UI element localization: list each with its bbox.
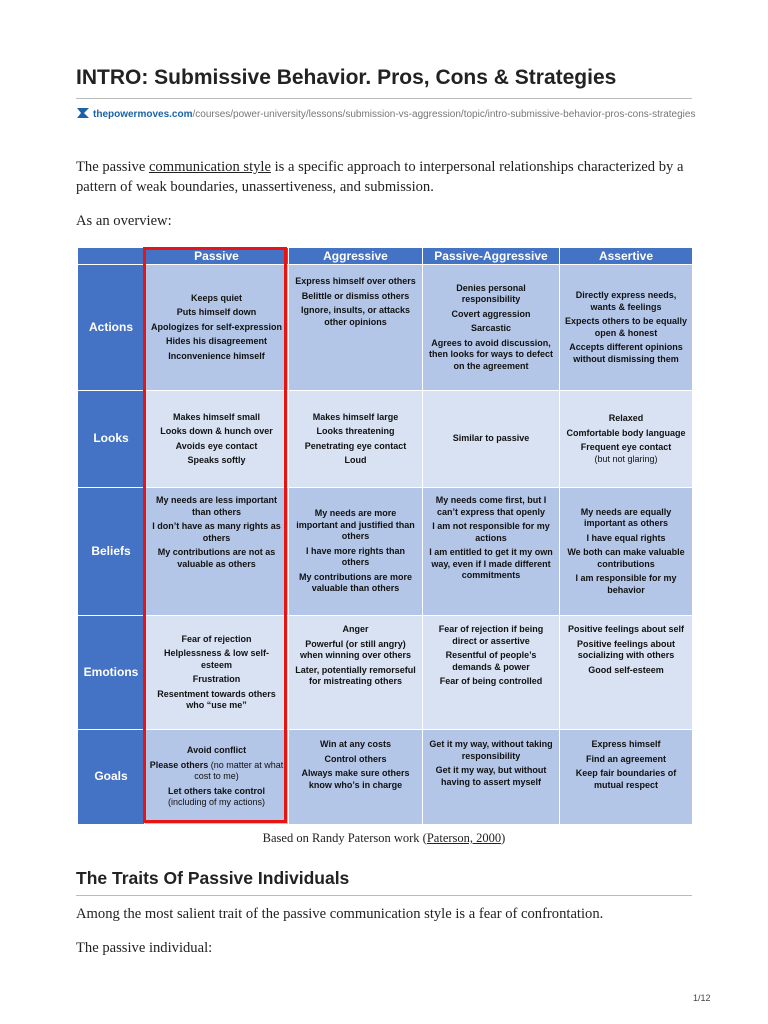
url-domain[interactable]: thepowermoves.com bbox=[93, 109, 193, 120]
cell-looks-aggressive: Makes himself large Looks threatening Penetrating eye contact Loud bbox=[289, 391, 423, 488]
page-title: INTRO: Submissive Behavior. Pros, Cons & Strategies bbox=[76, 66, 617, 89]
page-number: 1/12 bbox=[693, 993, 711, 1003]
header-passive: Passive bbox=[145, 248, 289, 265]
section-paragraph-2: The passive individual: bbox=[76, 940, 213, 956]
section-divider bbox=[76, 895, 692, 896]
cell-actions-assertive: Directly express needs, wants & feelings Expects others to be equally open & honest Accepts different opinions without dismissing them bbox=[560, 265, 693, 391]
cell-emotions-passive: Fear of rejection Helplessness & low self-esteem Frustration Resentment towards others who “use me” bbox=[145, 616, 289, 730]
section-paragraph: Among the most salient trait of the passive communication style is a fear of confrontation. bbox=[76, 906, 604, 922]
section-heading: The Traits Of Passive Individuals bbox=[76, 868, 350, 888]
cell-goals-passive: Avoid conflict Please others (no matter at what cost to me) Let others take control (including of my actions) bbox=[145, 730, 289, 825]
cell-emotions-assertive: Positive feelings about self Positive feelings about socializing with others Good self-esteem bbox=[560, 616, 693, 730]
cell-goals-passive-aggressive: Get it my way, without taking responsibility Get it my way, but without having to assert myself bbox=[423, 730, 560, 825]
row-label-emotions: Emotions bbox=[78, 616, 145, 730]
cell-actions-passive-aggressive: Denies personal responsibility Covert aggression Sarcastic Agrees to avoid discussion, then looks for ways to defect on the agreement bbox=[423, 265, 560, 391]
table-row bbox=[78, 265, 693, 391]
cell-emotions-aggressive: Anger Powerful (or still angry) when winning over others Later, potentially remorseful for mistreating others bbox=[289, 616, 423, 730]
cell-goals-assertive: Express himself Find an agreement Keep fair boundaries of mutual respect bbox=[560, 730, 693, 825]
table-row bbox=[78, 488, 693, 616]
cell-actions-passive: Keeps quiet Puts himself down Apologizes for self-expression Hides his disagreement Inconvenience himself bbox=[145, 265, 289, 391]
table-header-row bbox=[78, 248, 693, 265]
cell-looks-passive-aggressive: Similar to passive bbox=[423, 391, 560, 488]
cell-looks-assertive: Relaxed Comfortable body language Frequent eye contact (but not glaring) bbox=[560, 391, 693, 488]
cell-goals-aggressive: Win at any costs Control others Always make sure others know who’s in charge bbox=[289, 730, 423, 825]
cell-beliefs-aggressive: My needs are more important and justified than others I have more rights than others My contributions are more valuable than others bbox=[289, 488, 423, 616]
overview-text: As an overview: bbox=[76, 213, 172, 229]
powermoves-logo-icon bbox=[76, 107, 90, 119]
cell-beliefs-passive: My needs are less important than others I don’t have as many rights as others My contributions are not as valuable as others bbox=[145, 488, 289, 616]
paterson-citation-link[interactable]: Paterson, 2000 bbox=[426, 831, 502, 845]
cell-actions-aggressive: Express himself over others Belittle or dismiss others Ignore, insults, or attacks other opinions bbox=[289, 265, 423, 391]
header-passive-aggressive: Passive-Aggressive bbox=[423, 248, 560, 265]
url-path[interactable]: /courses/power-university/lessons/submission-vs-aggression/topic/intro-submissive-behavior-pros-cons-strategies bbox=[192, 109, 696, 120]
row-label-looks: Looks bbox=[78, 391, 145, 488]
cell-emotions-passive-aggressive: Fear of rejection if being direct or assertive Resentful of people’s demands & power Fear of being controlled bbox=[423, 616, 560, 730]
table-row bbox=[78, 391, 693, 488]
cell-beliefs-assertive: My needs are equally important as others I have equal rights We both can make valuable contributions I am responsible for my behavior bbox=[560, 488, 693, 616]
row-label-beliefs: Beliefs bbox=[78, 488, 145, 616]
source-url[interactable] bbox=[76, 107, 696, 122]
title-divider bbox=[76, 98, 692, 99]
communication-styles-table bbox=[77, 247, 693, 825]
cell-beliefs-passive-aggressive: My needs come first, but I can’t express that openly I am not responsible for my actions I am entitled to get it my own way, even if I made different commitments bbox=[423, 488, 560, 616]
intro-paragraph: The passive communication style is a specific approach to interpersonal relationships characterized by a pattern of weak boundaries, unassertiveness, and submission. bbox=[76, 159, 684, 195]
header-aggressive: Aggressive bbox=[289, 248, 423, 265]
cell-looks-passive: Makes himself small Looks down & hunch over Avoids eye contact Speaks softly bbox=[145, 391, 289, 488]
row-label-goals: Goals bbox=[78, 730, 145, 825]
table-row bbox=[78, 730, 693, 825]
row-label-actions: Actions bbox=[78, 265, 145, 391]
table-row bbox=[78, 616, 693, 730]
table-caption: Based on Randy Paterson work (Paterson, 2000) bbox=[262, 831, 506, 845]
communication-style-link[interactable]: communication style bbox=[148, 159, 271, 175]
header-assertive: Assertive bbox=[560, 248, 693, 265]
table-corner bbox=[78, 248, 145, 265]
